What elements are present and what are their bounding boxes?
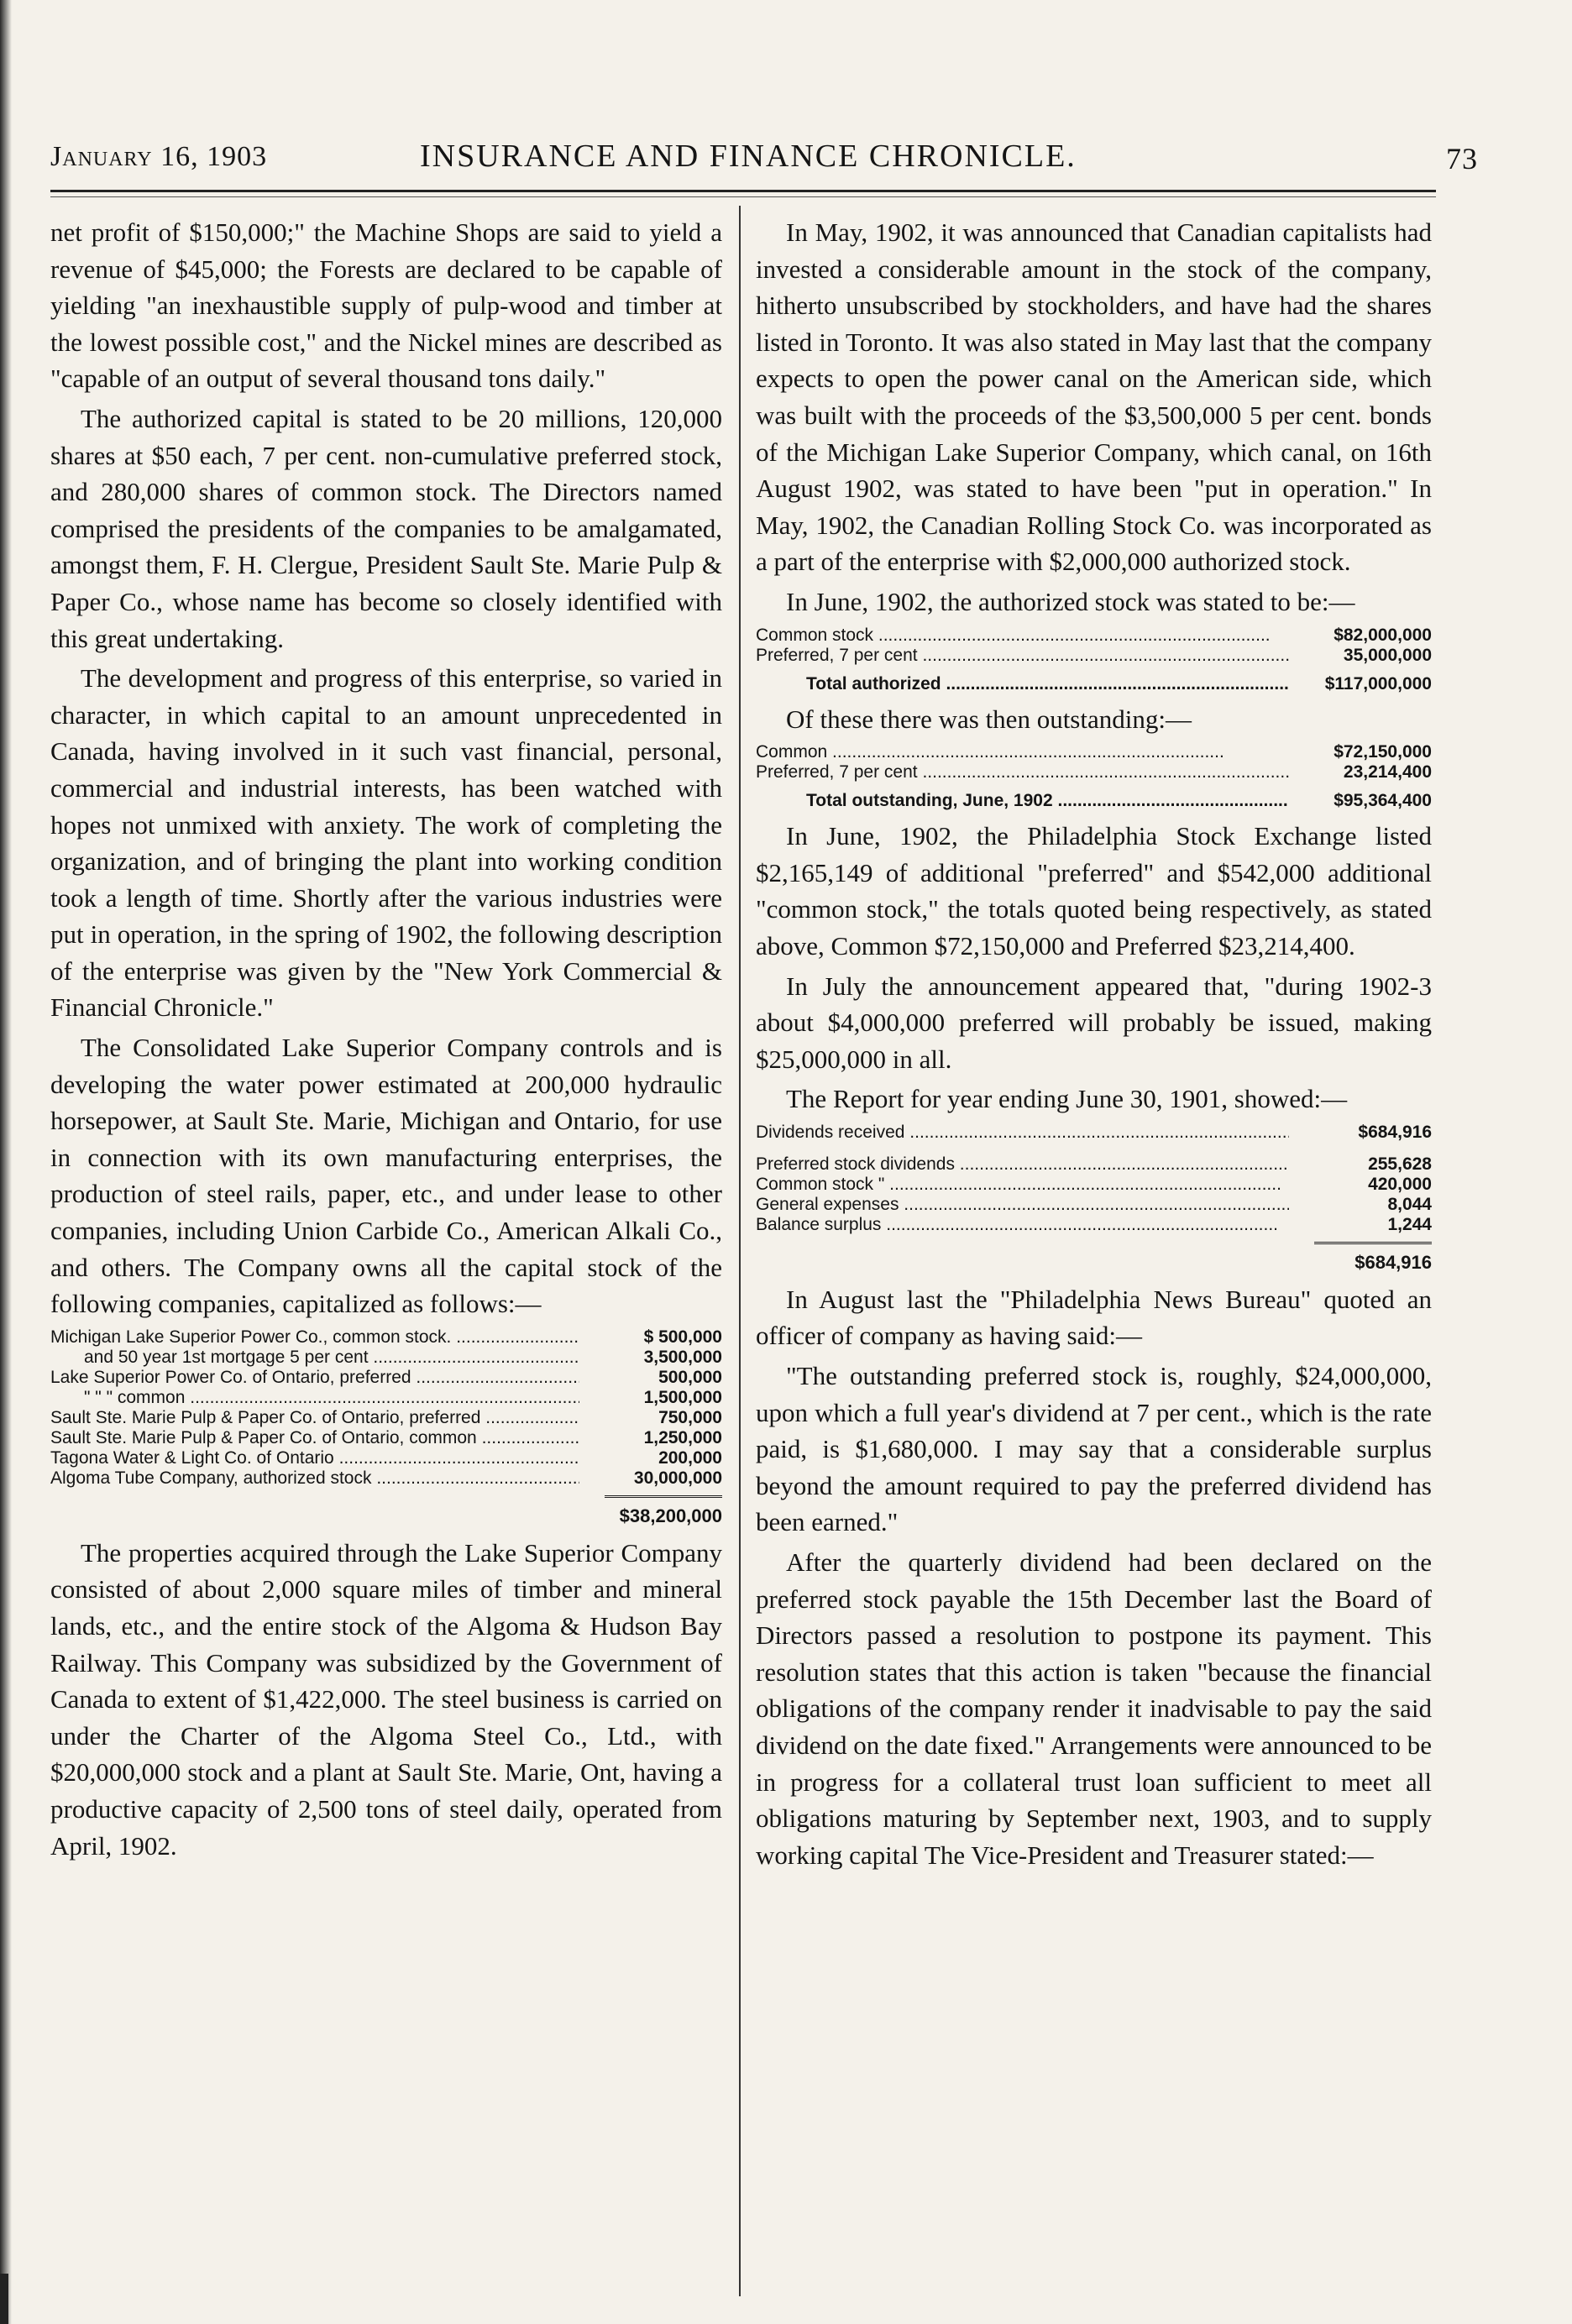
outstanding-stock-table: [756, 742, 1432, 811]
row-amount: 30,000,000: [633, 1468, 722, 1488]
paragraph: The Report for year ending June 30, 1901, showed:—: [786, 1084, 1348, 1114]
row-label: Common .....: [756, 742, 1289, 762]
paragraph: In August last the "Philadelphia News Bureau" quoted an officer of company as having said:—: [756, 1284, 1432, 1351]
table-row: [756, 625, 1432, 646]
row-amount: 1,244: [1387, 1214, 1432, 1234]
row-amount: 35,000,000: [1343, 645, 1432, 665]
paragraph: In June, 1902, the authorized stock was stated to be:—: [786, 586, 1355, 616]
scan-edge-shadow: [0, 0, 12, 2324]
spacer: [756, 1143, 1432, 1154]
table-row: [50, 1448, 722, 1468]
paragraph: The properties acquired through the Lake Superior Company consisted of about 2,000 square miles of timber and mineral lands, etc., and the entire stock of the Algoma & Hudson Bay Railway. This Company was subsidized by the Government of Canada to extent of $1,422,000. The steel business is carried on under the Charter of the Algoma Steel Co., Ltd., with $20,000,000 stock and a plant at Sault Ste. Marie, Ont, having a productive capacity of 2,500 tons of steel daily, operated from April, 1902.: [50, 1537, 722, 1861]
row-label: Total authorized .....: [756, 674, 1289, 694]
table-total-row: [756, 791, 1432, 811]
report-total: $684,916: [1355, 1251, 1432, 1273]
paragraph: Of these there was then outstanding:—: [786, 704, 1192, 734]
row-amount: 3,500,000: [643, 1347, 722, 1367]
row-label: Algoma Tube Company, authorized stock .....: [50, 1468, 579, 1489]
row-label: Sault Ste. Marie Pulp & Paper Co. of Ontario, preferred .....: [50, 1408, 579, 1428]
row-amount: 200,000: [658, 1447, 722, 1468]
table-row: [50, 1428, 722, 1448]
row-amount: $117,000,000: [1324, 673, 1432, 694]
running-header: [50, 134, 1478, 185]
paragraph: In May, 1902, it was announced that Canadian capitalists had invested a considerable amount in the stock of the company, hitherto unsubscribed by stockholders, and have had the shares listed in Toronto. It was also stated in May last that the company expects to open the power canal on the American side, which was built with the proceeds of the $3,500,000 5 per cent. bonds of the Michigan Lake Superior Company, which canal, on 16th August 1902, was stated to have been "put in operation." In May, 1902, the Canadian Rolling Stock Co. was incorporated as a part of the enterprise with $2,000,000 authorized stock.: [756, 217, 1432, 577]
row-amount: $95,364,400: [1334, 791, 1432, 811]
paragraph: In July the announcement appeared that, "during 1902-3 about $4,000,000 preferred will probably be issued, making $25,000,000 in all.: [756, 971, 1432, 1074]
scan-edge-mark: [0, 2274, 8, 2324]
table-row: [756, 1215, 1432, 1235]
table-row: [756, 1154, 1432, 1175]
row-amount: 1,500,000: [643, 1387, 722, 1407]
row-label: Lake Superior Power Co. of Ontario, preferred .....: [50, 1368, 579, 1388]
row-amount: 420,000: [1368, 1174, 1432, 1194]
table-row: [756, 1195, 1432, 1215]
table-row: [50, 1368, 722, 1388]
row-amount: 750,000: [658, 1407, 722, 1427]
header-rule: [50, 190, 1436, 192]
table-row: [756, 646, 1432, 666]
sum-rule: [1314, 1242, 1432, 1246]
table-row: [50, 1468, 722, 1489]
table-row: [756, 1175, 1432, 1195]
header-date: January 16, 1903: [50, 141, 268, 172]
row-label: and 50 year 1st mortgage 5 per cent .....: [50, 1348, 579, 1368]
paragraph: The authorized capital is stated to be 20 millions, 120,000 shares at $50 each, 7 per cent. non-cumulative preferred stock, and 280,000 shares of common stock. The Directors named comprised the presidents of the companies to be amalgamated, amongst them, F. H. Clergue, President Sault Ste. Marie Pulp & Paper Co., whose name has become so closely identified with this great undertaking.: [50, 403, 722, 653]
row-amount: $ 500,000: [643, 1327, 722, 1347]
row-label: Preferred, 7 per cent .....: [756, 646, 1289, 666]
row-amount: 500,000: [658, 1367, 722, 1387]
table-row: [50, 1408, 722, 1428]
table-row: [756, 762, 1432, 783]
table-row: [756, 1123, 1432, 1143]
row-label: " " " common .....: [50, 1388, 579, 1408]
row-label: Michigan Lake Superior Power Co., common stock. .....: [50, 1327, 579, 1348]
row-amount: 255,628: [1368, 1154, 1432, 1174]
row-amount: $684,916: [1358, 1122, 1432, 1142]
paragraph: The Consolidated Lake Superior Company controls and is developing the water power estimated at 200,000 hydraulic horsepower, at Sault Ste. Marie, Michigan and Ontario, for use in connection with its own manufacturing enterprises, the production of steel rails, paper, etc., and under lease to other companies, including Union Carbide Co., American Alkali Co., and others. The Company owns all the capital stock of the following companies, capitalized as follows:—: [50, 1033, 722, 1319]
paragraph: The development and progress of this enterprise, so varied in character, in which capital to an amount unprecedented in Canada, having involved in it such vast financial, personal, commercial and industrial interests, has been watched with hopes not unmixed with anxiety. The work of completing the organization, and of bringing the plant into working condition took a length of time. Shortly after the various industries were put in operation, in the spring of 1902, the following description of the enterprise was given by the "New York Commercial & Financial Chronicle.": [50, 663, 722, 1023]
header-rule-thin: [50, 196, 1436, 197]
paragraph: "The outstanding preferred stock is, roughly, $24,000,000, upon which a full year's dividend at 7 per cent., which is the rate paid, is $1,680,000. I may say that a considerable surplus beyond the amount required to pay the preferred dividend has been earned.": [756, 1361, 1432, 1537]
companies-total: $38,200,000: [619, 1505, 722, 1526]
row-label: Sault Ste. Marie Pulp & Paper Co. of Ontario, common .....: [50, 1428, 579, 1448]
row-label: Common stock " .....: [756, 1175, 1289, 1195]
column-divider: [739, 206, 741, 2296]
row-label: Common stock .....: [756, 625, 1289, 646]
publication-title: INSURANCE AND FINANCE CHRONICLE.: [420, 139, 1077, 174]
row-label: Preferred, 7 per cent .....: [756, 762, 1289, 783]
sum-rule: [605, 1495, 722, 1500]
table-row: [50, 1348, 722, 1368]
row-label: Dividends received .....: [756, 1123, 1289, 1143]
companies-table: [50, 1327, 722, 1526]
page-number: 73: [1446, 142, 1478, 175]
row-label: Total outstanding, June, 1902 .....: [756, 791, 1289, 811]
row-label: Balance surplus .....: [756, 1215, 1289, 1235]
table-total-row: [756, 674, 1432, 694]
authorized-stock-table: [756, 625, 1432, 694]
table-row: [50, 1327, 722, 1348]
paragraph: net profit of $150,000;" the Machine Shops are said to yield a revenue of $45,000; the Forests are declared to be capable of yielding "an inexhaustible supply of pulp-wood and timber at the lowest possible cost," and the Nickel mines are described as "capable of an output of several thousand tons daily.": [50, 217, 722, 394]
row-amount: $82,000,000: [1334, 625, 1432, 645]
row-amount: 1,250,000: [643, 1427, 722, 1447]
row-label: Tagona Water & Light Co. of Ontario .....: [50, 1448, 579, 1468]
row-amount: 8,044: [1387, 1194, 1432, 1214]
row-amount: 23,214,400: [1343, 762, 1432, 783]
right-column: [756, 214, 1432, 1876]
table-row: [50, 1388, 722, 1408]
row-label: General expenses .....: [756, 1195, 1289, 1215]
row-label: Preferred stock dividends .....: [756, 1154, 1289, 1175]
left-column: [50, 214, 722, 1867]
table-row: [756, 742, 1432, 762]
paragraph: After the quarterly dividend had been declared on the preferred stock payable the 15th December last the Board of Directors passed a resolution to postpone its payment. This resolution states that this action is taken "because the financial obligations of the company render it inadvisable to pay the said dividend on the date fixed." Arrangements were announced to be in progress for a collateral trust loan sufficient to meet all obligations maturing by September next, 1903, and to supply working capital The Vice-President and Treasurer stated:—: [756, 1547, 1432, 1870]
paragraph: In June, 1902, the Philadelphia Stock Exchange listed $2,165,149 of additional "preferred" and $542,000 additional "common stock," the totals quoted being respectively, as stated above, Common $72,150,000 and Preferred $23,214,400.: [756, 821, 1432, 960]
report-table: [756, 1123, 1432, 1273]
row-amount: $72,150,000: [1334, 742, 1432, 762]
